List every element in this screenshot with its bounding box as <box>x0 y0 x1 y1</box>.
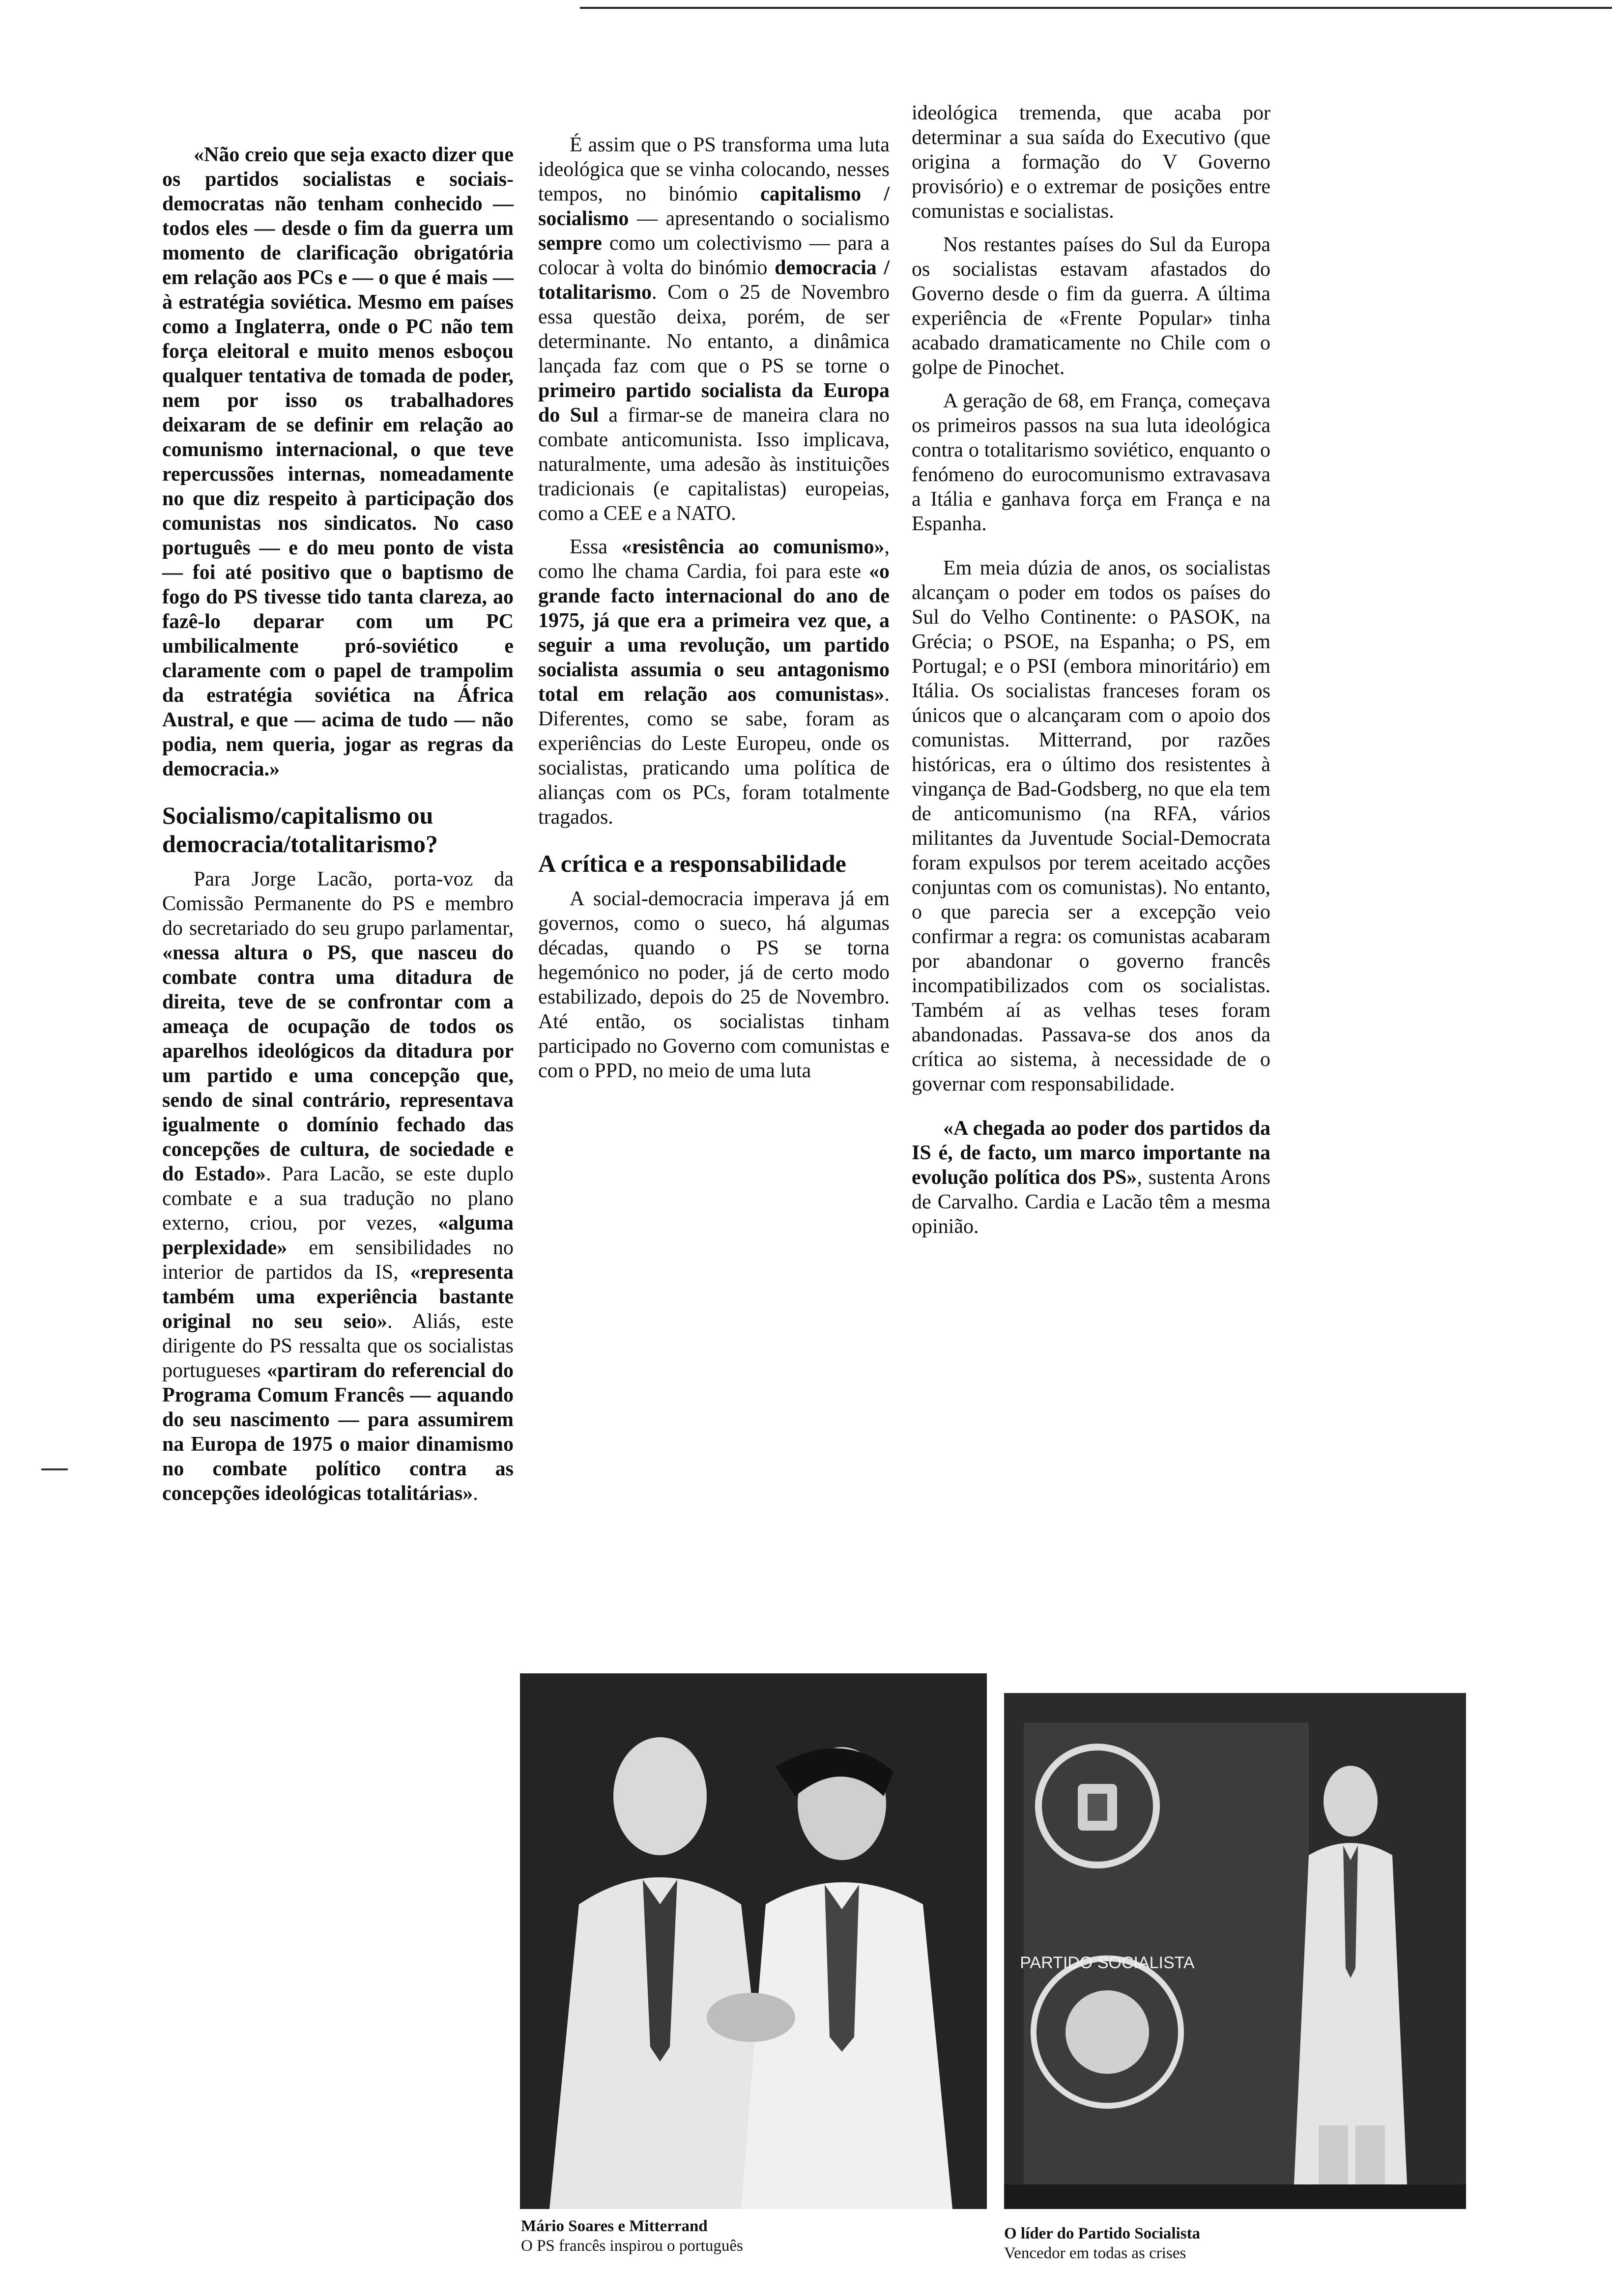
subheading-socialismo: Socialismo/capitalismo ou democracia/totalitarismo? <box>162 802 438 858</box>
quote-paragraph: «Não creio que seja exacto dizer que os partidos socialistas e sociais-democratas não tenham conhecido — todos eles — desde o fim da guerra um momento de clarificação obrigatória em relação aos PCs e — o que é mais — à estratégia soviética. Mesmo em países como a Inglaterra, onde o PC não tem força eleitoral e muito menos esboçou qualquer tentativa de tomada de poder, nem por isso os trabalhadores deixaram de se definir em relação ao comunismo internacional, o que teve repercussões internas, nomeadamente no que diz respeito à participação dos comunistas nos sindicatos. No caso português — e do meu ponto de vista — foi até positivo que o baptismo de fogo do PS tivesse tido tanta clareza, ao fazê-lo deparar com um PC umbilicalmente pró-soviético e claramente com o papel de trampolim da estratégia soviética na África Austral, e que — acima de tudo — não podia, nem queria, jogar as regras da democracia.» <box>162 144 514 780</box>
binomio-paragraph: É assim que o PS transforma uma luta ideológica que se vinha colocando, nesses tempos, no binómio capitalismo / socialismo — apresentando o socialismo sempre como um colectivismo — para a colocar à volta do binómio democracia / totalitarismo. Com o 25 de Novembro essa questão deixa, porém, de ser determinante. No entanto, a dinâmica lançada faz com que o PS se torne o primeiro partido socialista da Europa do Sul a firmar-se de maneira clara no combate anticomunista. Isso implicava, naturalmente, uma adesão às instituições tradicionais (e capitalistas) europeias, como a CEE e a NATO. <box>538 134 890 525</box>
caption-photo-1 <box>521 2216 963 2256</box>
photo-soares-mitterrand <box>520 1673 987 2209</box>
subheading-critica: A crítica e a responsabilidade <box>538 850 846 877</box>
top-rule <box>580 7 1612 9</box>
continuation-paragraph: ideológica tremenda, que acaba por determinar a sua saída do Executivo (que origina a formação do V Governo provisório) e o extremar de posições entre comunistas e socialistas. <box>912 102 1270 223</box>
lacao-paragraph: Para Jorge Lacão, porta-voz da Comissão Permanente do PS e membro do secretariado do seu grupo parlamentar, «nessa altura o PS, que nasceu do combate contra uma ditadura de direita, teve de se confrontar com a ameaça de ocupação de todos os aparelhos ideológicos da ditadura por um partido e uma concepção que, sendo de sinal contrário, representava igualmente o domínio fechado das concepções de cultura, de sociedade e do Estado». Para Lacão, se este duplo combate e a sua tradução no plano externo, criou, por vezes, «alguma perplexidade» em sensibilidades no interior de partidos da IS, «representa também uma experiência bastante original no seu seio». Aliás, este dirigente do PS ressalta que os socialistas portugueses «partiram do referencial do Programa Comum Francês — aquando do seu nascimento — para assumirem na Europa de 1975 o maior dinamismo no combate político contra as concepções ideológicas totalitárias». <box>162 868 514 1505</box>
column-2 <box>538 133 890 1092</box>
margin-mark <box>41 1468 68 1470</box>
social-democracia-paragraph: A social-democracia imperava já em governos, como o sueco, há algumas décadas, quando o PS se torna hegemónico no poder, já de certo modo estabilizado, depois do 25 de Novembro. Até então, os socialistas tinham participado no Governo com comunistas e com o PPD, no meio de uma luta <box>538 888 890 1082</box>
arons-paragraph: «A chegada ao poder dos partidos da IS é, de facto, um marco importante na evolução política dos PS», sustenta Arons de Carvalho. Cardia e Lacão têm a mesma opinião. <box>912 1117 1270 1238</box>
leader-photo-illustration <box>1004 1693 1466 2209</box>
meia-duzia-paragraph: Em meia dúzia de anos, os socialistas alcançam o poder em todos os países do Sul do Velho Continente: o PASOK, na Grécia; o PSOE, na Espanha; o PS, em Portugal; e o PSI (embora minoritário) em Itália. Os socialistas franceses foram os únicos que o alcançaram com o apoio dos comunistas. Mitterrand, por razões históricas, era o último dos resistentes à vingança de Bad-Godsberg, no que ela tem de anticomunismo (na RFA, vários militantes da Juventude Social-Democrata foram expulsos por terem aceitado acções conjuntas com os comunistas). No entanto, o que parecia ser a excepção veio confirmar a regra: os comunistas acabaram por abandonar o governo francês incompatibilizados com os socialistas. Também aí as velhas teses foram abandonadas. Passava-se dos anos da crítica ao sistema, à necessidade de o governar com responsabilidade. <box>912 557 1270 1095</box>
caption-subtitle: O PS francês inspirou o português <box>521 2237 743 2255</box>
sul-europa-paragraph: Nos restantes países do Sul da Europa os socialistas estavam afastados do Governo desde o fim da guerra. A última experiência de «Frente Popular» tinha acabado dramaticamente no Chile com o golpe de Pinochet. <box>912 233 1270 379</box>
handshake-photo-illustration <box>520 1673 987 2209</box>
caption-photo-2 <box>1004 2224 1446 2263</box>
caption-title: Mário Soares e Mitterrand <box>521 2217 708 2235</box>
geracao-68-paragraph: A geração de 68, em França, começava os primeiros passos na sua luta ideológica contra o totalitarismo soviético, enquanto o fenómeno do eurocomunismo extravasava a Itália e ganhava força em França e na Espanha. <box>912 390 1270 535</box>
ps-emblem-text: PARTIDO SOCIALISTA <box>1020 1953 1195 1972</box>
caption-title: O líder do Partido Socialista <box>1004 2225 1201 2242</box>
caption-subtitle: Vencedor em todas as crises <box>1004 2244 1186 2262</box>
column-1 <box>162 143 514 1515</box>
photo-lider-ps <box>1004 1693 1466 2209</box>
resistencia-paragraph: Essa «resistência ao comunismo», como lhe chama Cardia, foi para este «o grande facto internacional do ano de 1975, já que era a primeira vez que, a seguir a uma revolução, um partido socialista assumia o seu antagonismo total em relação aos comunistas». Diferentes, como se sabe, foram as experiências do Leste Europeu, onde os socialistas, praticando uma política de alianças com os PCs, foram totalmente tragados. <box>538 536 890 829</box>
column-3 <box>912 101 1270 1248</box>
